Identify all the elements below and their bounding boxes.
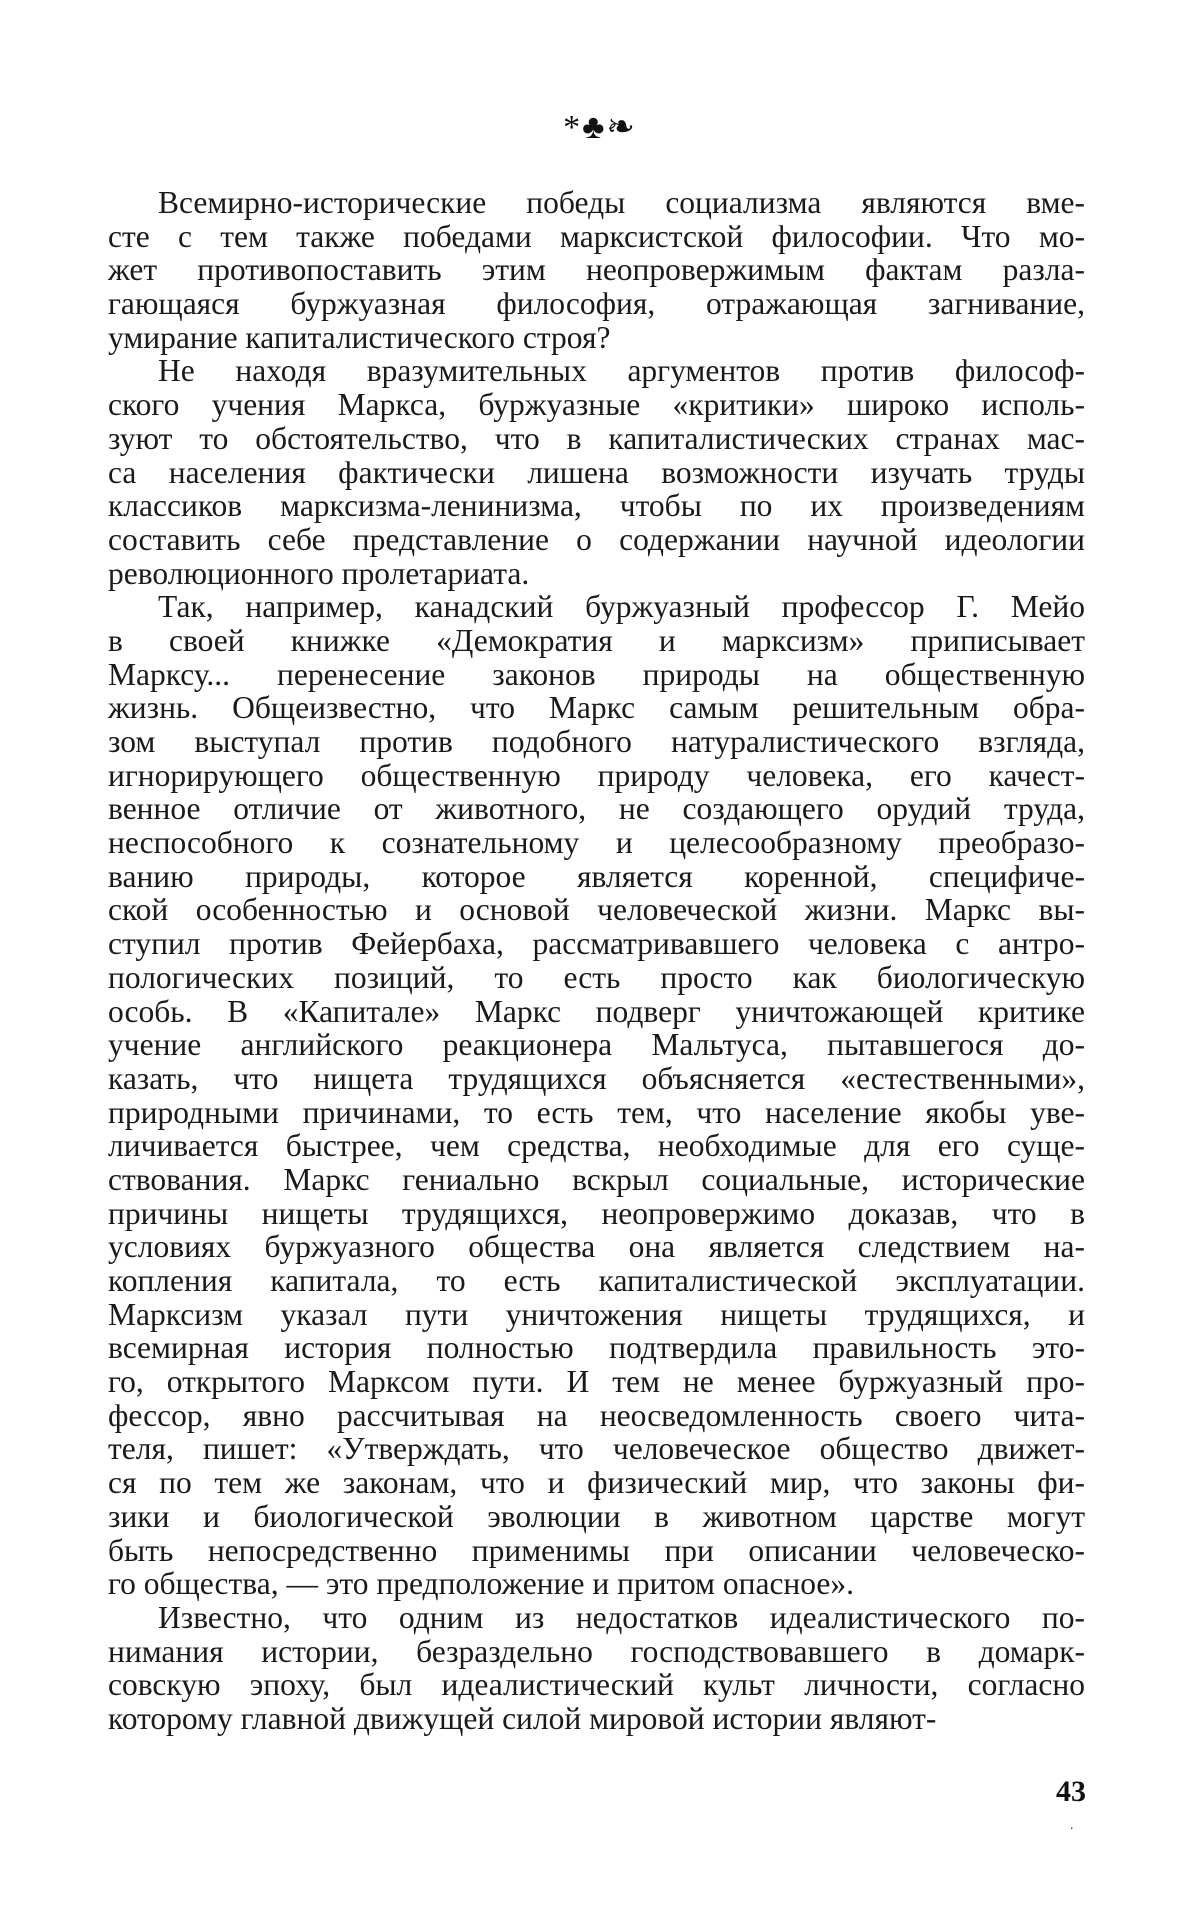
text-line: жизнь. Общеизвестно, что Маркс самым решительным обра- [108,690,1085,726]
text-line: всемирная история полностью подтвердила правильность это- [108,1330,1085,1366]
paragraph [108,354,1085,590]
decorative-ornament: *♣❧ [563,109,637,146]
text-line: фессор, явно рассчитывая на неосведомленность своего чита- [108,1397,1085,1433]
text-line: в своей книжке «Демократия и марксизм» приписывает [108,622,1085,658]
text-line: условиях буржуазного общества она является следствием на- [108,1229,1085,1265]
text-line: венное отличие от животного, не создающего орудий труда, [108,791,1085,827]
text-line: неспособного к сознательному и целесообразному преобразо- [108,825,1085,861]
text-line: копления капитала, то есть капиталистической эксплуатации. [108,1263,1085,1298]
text-line: казать, что нищета трудящихся объясняется «естественными», [108,1060,1085,1096]
text-line: ствования. Маркс гениально вскрыл социальные, исторические [108,1161,1085,1197]
text-line: сте с тем также победами марксистской философии. Что мо- [108,218,1085,254]
paragraph [108,186,1085,354]
text-line: Не находя вразумительных аргументов против философ- [158,353,1085,389]
text-line: гающаяся буржуазная философия, отражающая загнивание, [108,286,1085,322]
text-line: жет противопоставить этим неопровержимым фактам разла- [108,252,1085,288]
text-line: Марксизм указал пути уничтожения нищеты трудящихся, и [108,1296,1085,1332]
text-line: Всемирно-исторические победы социализма являются вме- [158,185,1085,220]
text-line: нимания истории, безраздельно господствовавшего в домарк- [108,1633,1085,1669]
text-line: совскую эпоху, был идеалистический культ личности, согласно [108,1667,1085,1703]
text-line: особь. В «Капитале» Маркс подверг уничтожающей критике [108,993,1085,1029]
text-line: го, открытого Марксом пути. И тем не менее буржуазный про- [108,1364,1085,1400]
page-number-mark: · [1069,1822,1074,1837]
text-line: умирание капиталистического строя? [108,319,611,355]
text-line: ского учения Маркса, буржуазные «критики» широко исполь- [108,387,1085,423]
text-line: личивается быстрее, чем средства, необходимые для его суще- [108,1128,1085,1164]
text-line: ся по тем же законам, что и физический мир, что законы фи- [108,1465,1085,1501]
text-line: революционного пролетариата. [108,555,530,591]
text-line: зом выступал против подобного натуралистического взгляда, [108,724,1085,759]
paragraph [108,590,1085,1601]
text-line: природными причинами, то есть тем, что население якобы уве- [108,1094,1085,1130]
text-line: пологических позиций, то есть просто как биологическую [108,959,1085,995]
text-line: теля, пишет: «Утверждать, что человеческое общество движет- [108,1431,1085,1467]
text-line: классиков марксизма-ленинизма, чтобы по их произведениям [108,488,1085,524]
text-line: ской особенностью и основой человеческой жизни. Маркс вы- [108,892,1085,928]
text-line: которому главной движущей силой мировой истории являют- [108,1700,937,1736]
text-line: учение английского реакционера Мальтуса, пытавшегося до- [108,1027,1085,1063]
text-line: зики и биологической эволюции в животном царстве могут [108,1498,1085,1534]
text-line: ступил против Фейербаха, рассматривавшего человека с антро- [108,926,1085,962]
text-line: Известно, что одним из недостатков идеалистического по- [158,1599,1085,1635]
text-line: игнорирующего общественную природу человека, его качест- [108,757,1085,793]
body-text [108,186,1085,1736]
text-line: причины нищеты трудящихся, неопровержимо доказав, что в [108,1195,1085,1231]
page-number: 43 [1056,1775,1086,1808]
text-line: Марксу... перенесение законов природы на общественную [108,656,1085,692]
text-line: ванию природы, которое является коренной, специфиче- [108,858,1085,894]
text-line: быть непосредственно применимы при описании человеческо- [108,1532,1085,1568]
text-line: са населения фактически лишена возможности изучать труды [108,454,1085,490]
paragraph [108,1601,1085,1736]
text-line: зуют то обстоятельство, что в капиталистических странах мас- [108,420,1085,456]
text-line: Так, например, канадский буржуазный профессор Г. Мейо [158,589,1085,625]
text-line: го общества, — это предположение и притом опасное». [108,1566,855,1602]
text-line: составить себе представление о содержании научной идеологии [108,521,1085,557]
